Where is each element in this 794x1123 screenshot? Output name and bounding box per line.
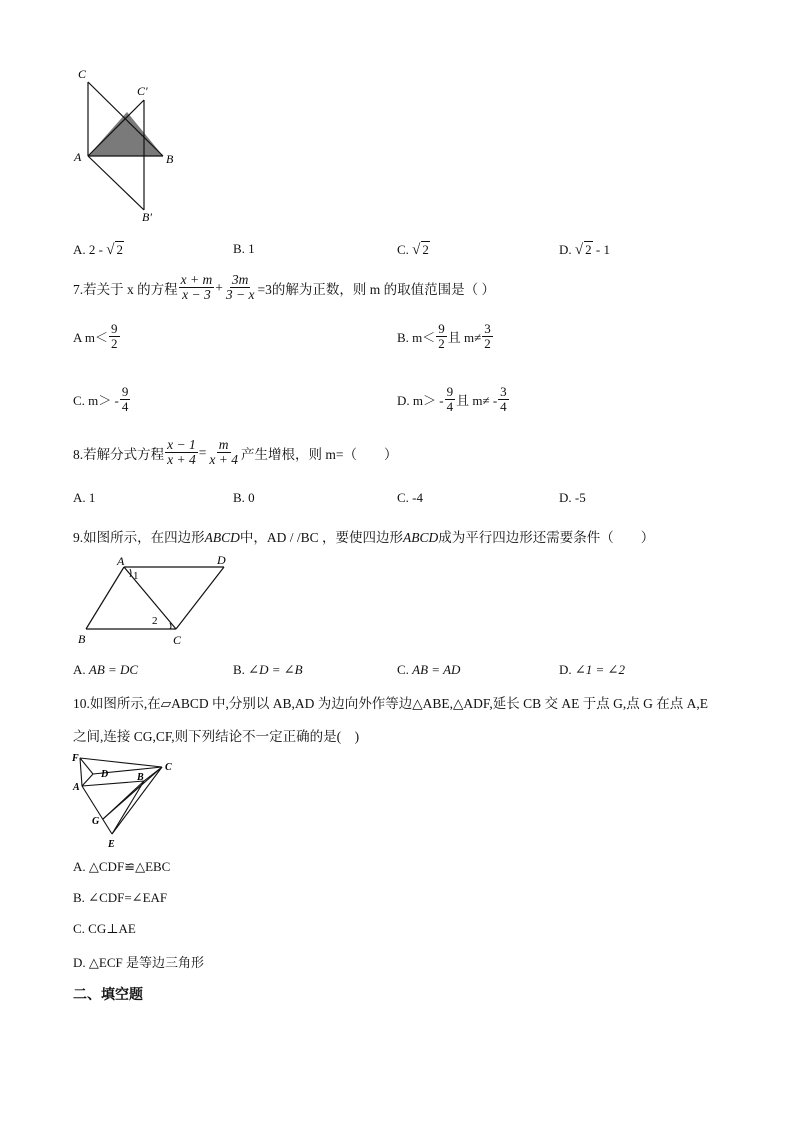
segment-ab (86, 567, 124, 629)
angle-2-arc (170, 623, 171, 629)
segment-ab-prime (88, 156, 144, 210)
label-g: G (92, 816, 100, 827)
q8-option-b: B. 0 (233, 490, 255, 505)
label-a: A (73, 782, 80, 793)
q8-option-d: D. -5 (559, 490, 586, 505)
label-angle-2: 2 (152, 615, 158, 627)
q7-stem: 7.若关于 x 的方程 $\frac{x + m}{x - 3}$ + $\frac{3m}{3 - x}$ =3的解为正数，则 m 的取值范围是（ ） (73, 272, 495, 303)
label-d: D (217, 553, 226, 567)
label-c: C (78, 67, 87, 81)
q8-stem: 8.若解分式方程 $\frac{x - 1}{x + 4}$ = $\frac{m}{x + 4}$ 产生增根，则 m=（ ） (73, 437, 398, 468)
q9-option-c: C. AB = AD (397, 662, 461, 677)
q6-option-c: C. √ 2 (397, 242, 429, 258)
section-heading-fill-in-blank: 二、填空题 (73, 987, 143, 1003)
segment-fc (80, 758, 162, 767)
label-c: C (165, 762, 172, 773)
segment-fd (80, 758, 93, 774)
q10-figure (70, 750, 185, 850)
segment-ac (124, 567, 176, 629)
label-e: E (108, 839, 115, 850)
segment-ab (82, 781, 144, 786)
label-f: F (72, 753, 79, 764)
angle-1-arc (130, 569, 131, 577)
label-a: A (74, 150, 82, 164)
label-d: D (101, 769, 109, 780)
label-c: C (173, 633, 182, 647)
label-b: B (78, 632, 86, 646)
q7-option-b: B. m＜ $\frac{9}{2}$ 且 m≠ $\frac{3}{2}$ (397, 321, 491, 351)
label-b: B (166, 152, 174, 166)
label-b: B (137, 772, 144, 783)
q6-option-a: A. 2 - √ 2 (73, 242, 123, 258)
segment-cg (103, 767, 162, 819)
label-angle-1: 1 (133, 570, 139, 582)
q9-option-b: B. ∠D = ∠B (233, 662, 303, 677)
q10-option-b: B. ∠CDF=∠EAF (73, 890, 168, 905)
q6-option-d: D. √ 2 - 1 (559, 242, 610, 258)
q9-figure (74, 551, 249, 648)
q8-option-c: C. -4 (397, 490, 423, 505)
q10-option-d: D. △ECF 是等边三角形 (73, 955, 204, 970)
segment-ad (82, 774, 93, 786)
q7-option-d: D. m＞ - $\frac{9}{4}$ 且 m≠ - $\frac{3}{4}$ (397, 384, 507, 414)
label-b-prime: B′ (142, 210, 152, 224)
segment-dc (176, 567, 224, 629)
label-c-prime: C′ (137, 84, 148, 98)
q9-stem: 9.如图所示，在四边形ABCD中，AD / /BC ，要使四边形ABCD成为平行四边形还需要条件（ ） (73, 530, 655, 545)
segment-fa (80, 758, 82, 786)
q7-option-c: C. m＞ - $\frac{9}{4}$ (73, 384, 129, 414)
q9-option-a: A. AB = DC (73, 662, 139, 677)
q9-option-d: D. ∠1 = ∠2 (559, 662, 625, 677)
q10-stem-line2: 之间,连接 CG,CF,则下列结论不一定正确的是( ) (73, 729, 360, 744)
q10-option-a: A. △CDF≌△EBC (73, 859, 171, 874)
q10-option-c: C. CG⊥AE (73, 921, 136, 936)
q6-option-b: B. 1 (233, 241, 255, 256)
q10-stem-line1: 10.如图所示,在▱ABCD 中,分别以 AB,AD 为边向外作等边△ABE,△ADF,延长 CB 交 AE 于点 G,点 G 在点 A,E (73, 696, 708, 711)
q6-figure (70, 62, 190, 227)
q8-option-a: A. 1 (73, 490, 96, 505)
label-a: A (117, 554, 125, 568)
q7-option-a: A m＜ $\frac{9}{2}$ (73, 321, 118, 351)
